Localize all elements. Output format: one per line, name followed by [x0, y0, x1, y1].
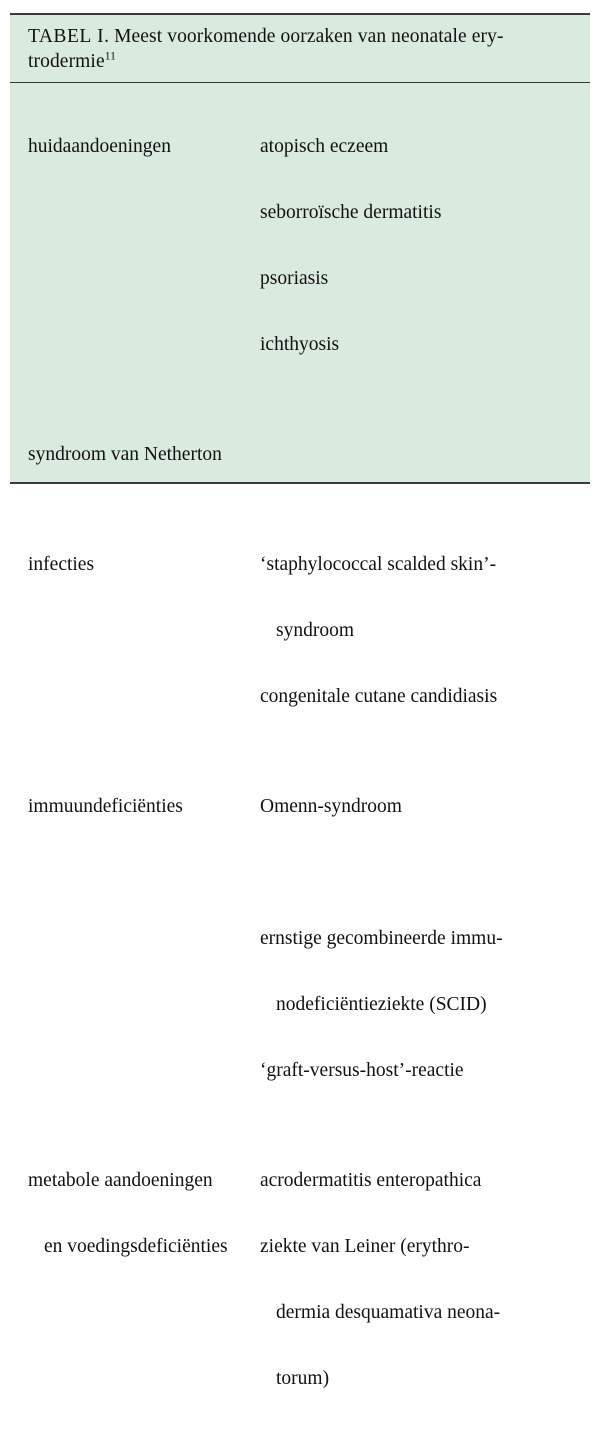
table-body	[10, 83, 590, 1434]
table-row	[10, 1126, 590, 1434]
row-category-line: metabole aandoeningen	[28, 1170, 213, 1191]
row-item-line: ‘graft-versus-host’-reactie	[260, 1060, 464, 1081]
row-category-line: syndroom van Netherton	[28, 444, 222, 465]
row-category-cell	[10, 1126, 260, 1302]
row-items-cell	[260, 92, 590, 400]
caption-label: TABEL	[28, 26, 92, 47]
row-item-line-continuation: nodeficiëntieziekte (SCID)	[276, 994, 487, 1015]
caption-separator: .	[104, 26, 115, 47]
row-category-line: infecties	[28, 554, 95, 575]
row-category-cell	[10, 510, 260, 620]
caption-number: I	[97, 26, 105, 47]
table-caption	[10, 15, 590, 74]
row-items-cell	[260, 510, 590, 752]
row-category-line-continuation: en voedingsdeficiënties	[44, 1236, 228, 1257]
table-row	[10, 400, 590, 510]
row-item-line: Omenn-syndroom	[260, 796, 402, 817]
row-item-line: psoriasis	[260, 268, 329, 289]
row-category-cell	[10, 92, 260, 202]
table-row	[10, 752, 590, 1126]
row-item-line: ‘staphylococcal scalded skin’-	[260, 554, 497, 575]
row-item-line: seborroïsche dermatitis	[260, 202, 442, 223]
table-figure	[10, 13, 590, 1389]
caption-superscript: 11	[104, 50, 116, 63]
row-item-spacer	[260, 862, 580, 884]
row-item-line: atopisch eczeem	[260, 136, 389, 157]
row-category-cell	[10, 400, 260, 510]
row-item-line-continuation: syndroom	[276, 620, 354, 641]
row-item-line-continuation: torum)	[276, 1368, 330, 1389]
row-item-line: congenitale cutane candidiasis	[260, 686, 498, 707]
row-items-cell	[260, 1126, 590, 1434]
caption-text: Meest voorkomende oorzaken van neonatale ery- trodermie	[28, 26, 504, 72]
table-row	[10, 92, 590, 400]
row-category-line: immuundeficiënties	[28, 796, 183, 817]
row-item-line-continuation: dermia desquamativa neona-	[276, 1302, 501, 1323]
row-items-cell	[260, 752, 590, 1126]
row-category-line: huidaandoeningen	[28, 136, 171, 157]
row-category-cell	[10, 752, 260, 862]
row-item-line: ichthyosis	[260, 334, 340, 355]
row-item-line: ernstige gecombineerde immu-	[260, 928, 503, 949]
row-item-line: acrodermatitis enteropathica	[260, 1170, 482, 1191]
row-item-line: ziekte van Leiner (erythro-	[260, 1236, 470, 1257]
table-row	[10, 510, 590, 752]
